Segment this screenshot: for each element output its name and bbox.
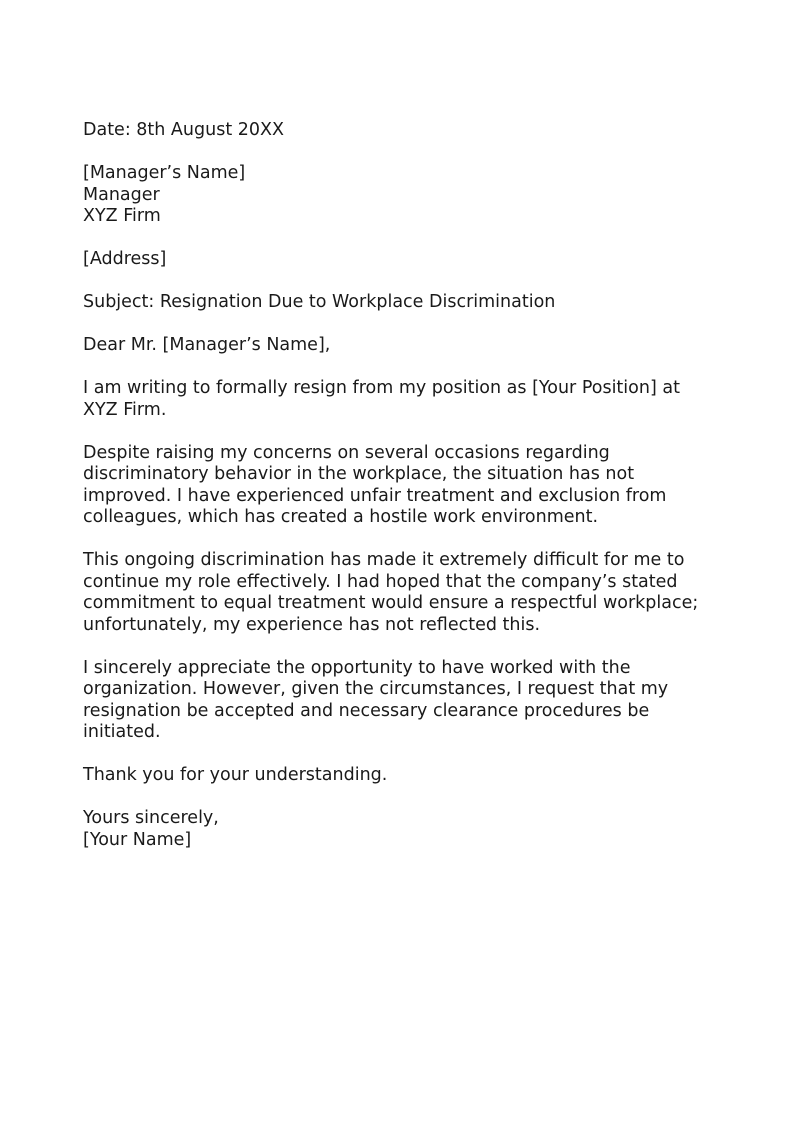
salutation-block: [83, 335, 723, 357]
paragraph-5: [83, 765, 723, 787]
closing-text: Yours sincerely,: [83, 808, 219, 828]
body-paragraphs: [83, 378, 723, 787]
address-text: [Address]: [83, 249, 167, 269]
address-block: [83, 249, 723, 271]
paragraph-line: I sincerely appreciate the opportunity to have worked with the: [83, 657, 631, 678]
paragraph-line: discriminatory behavior in the workplace, the situation has not: [83, 464, 635, 484]
paragraph-2: [83, 443, 723, 529]
paragraph-line: commitment to equal treatment would ensure a respectful workplace;: [83, 593, 699, 613]
paragraph-4: [83, 658, 723, 744]
paragraph-line: I am writing to formally resign from my position as [Your Position] at: [83, 378, 680, 398]
subject-text: Subject: Resignation Due to Workplace Discrimination: [83, 292, 556, 312]
paragraph-1: [83, 378, 723, 421]
recipient-name: [Manager’s Name]: [83, 163, 246, 183]
paragraph-line: unfortunately, my experience has not reflected this.: [83, 614, 541, 635]
recipient-company: XYZ Firm: [83, 206, 161, 226]
subject-block: [83, 292, 723, 314]
recipient-title: Manager: [83, 184, 160, 205]
paragraph-line: continue my role effectively. I had hoped that the company’s stated: [83, 571, 678, 592]
paragraph-line: Thank you for your understanding.: [83, 765, 388, 785]
date-text: Date: 8th August 20XX: [83, 120, 284, 140]
paragraph-line: colleagues, which has created a hostile work environment.: [83, 507, 599, 527]
paragraph-line: initiated.: [83, 722, 161, 742]
paragraph-line: This ongoing discrimination has made it extremely difficult for me to: [83, 550, 685, 570]
paragraph-line: organization. However, given the circumstances, I request that my: [83, 679, 669, 699]
letter-date: [83, 120, 723, 142]
closing-block: [83, 808, 723, 851]
paragraph-line: improved. I have experienced unfair treatment and exclusion from: [83, 485, 667, 506]
paragraph-3: [83, 550, 723, 636]
letter-page: [83, 120, 723, 873]
recipient-block: [83, 163, 723, 228]
paragraph-line: resignation be accepted and necessary clearance procedures be: [83, 700, 650, 721]
paragraph-line: XYZ Firm.: [83, 399, 167, 420]
paragraph-line: Despite raising my concerns on several occasions regarding: [83, 442, 610, 463]
salutation-text: Dear Mr. [Manager’s Name],: [83, 335, 331, 355]
signature-text: [Your Name]: [83, 829, 192, 850]
